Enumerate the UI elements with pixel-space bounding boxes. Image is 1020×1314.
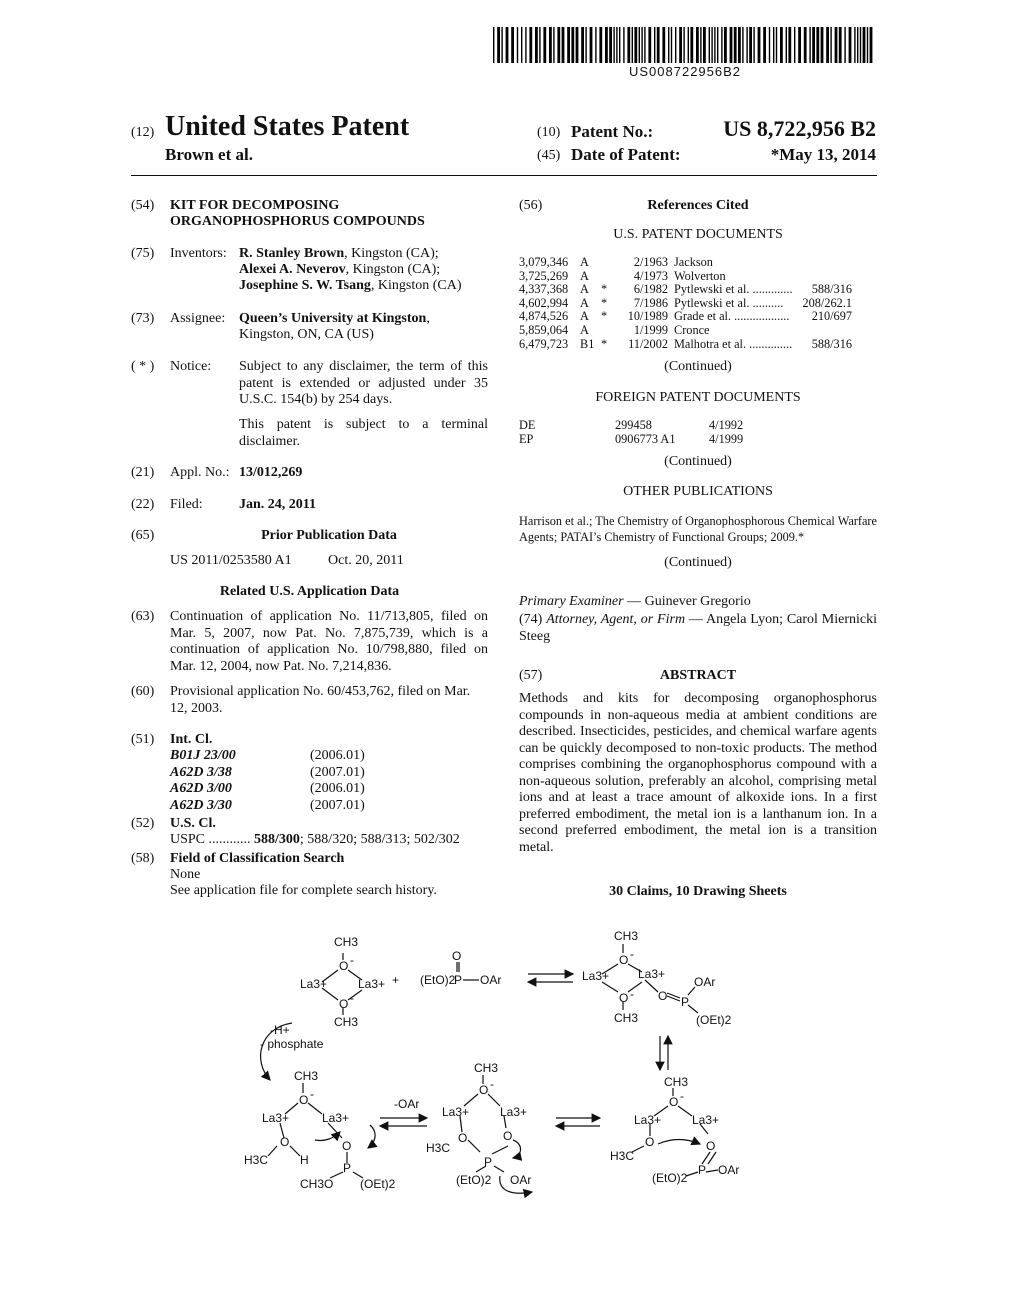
abstract-code: (57) xyxy=(519,668,543,683)
other-pub-text: Harrison et al.; The Chemistry of Organophosphorous Chemical Warfare Agents; PATAI’s Chemistry of Functional Groups; 2009.* xyxy=(519,514,877,544)
ref-number: 4,337,368 xyxy=(519,282,569,297)
barcode-bar xyxy=(567,27,570,63)
field-none: None xyxy=(170,867,201,882)
la-label: La3+ xyxy=(442,1105,470,1119)
abstract-heading: ABSTRACT xyxy=(659,668,737,683)
barcode-bar xyxy=(804,27,807,63)
code-45: (45) xyxy=(537,148,561,163)
assignee-label: Assignee: xyxy=(170,311,226,326)
phosphate-label: - phosphate xyxy=(260,1037,324,1051)
foreign-country: DE xyxy=(519,418,536,432)
assignee-code: (73) xyxy=(131,311,155,326)
intcl-version: (2007.01) xyxy=(310,764,365,780)
ref-name: Pytlewski et al. .......... xyxy=(674,295,784,310)
oar-label: OAr xyxy=(510,1173,532,1187)
barcode-bar xyxy=(632,27,633,63)
ref-number: 5,859,064 xyxy=(519,322,569,337)
ref-number: 3,079,346 xyxy=(519,255,569,269)
barcode-bar xyxy=(529,27,532,63)
inventors-code: (75) xyxy=(131,246,155,261)
ch3-label: CH3 xyxy=(334,935,359,949)
o-minus-label: - xyxy=(310,1087,314,1101)
barcode-bar xyxy=(780,27,783,63)
intcl-table xyxy=(170,748,365,814)
inventor-1: R. Stanley Brown, Kingston (CA); xyxy=(239,246,439,261)
notice-text: Subject to any disclaimer, the term of this patent is extended or adjusted under 35 U.S.C. 154(b) by 254 days. xyxy=(239,359,488,407)
date-label: Date of Patent: xyxy=(571,145,681,164)
ref-number: 6,479,723 xyxy=(519,336,569,351)
ref-star: * xyxy=(601,309,608,324)
uscl-label: U.S. Cl. xyxy=(170,816,216,831)
barcode-bar xyxy=(786,27,787,63)
foreign-docs-heading: FOREIGN PATENT DOCUMENTS xyxy=(595,390,801,405)
reaction-scheme xyxy=(230,920,810,1205)
barcode-bar xyxy=(683,27,684,63)
attorney: (74) Attorney, Agent, or Firm — Angela Lyon; Carol Miernicki Steeg xyxy=(519,612,877,644)
ref-star: * xyxy=(601,295,608,310)
table-row xyxy=(519,283,852,297)
barcode-bar xyxy=(585,27,586,63)
barcode-bar xyxy=(639,27,640,63)
ch3-label: CH3 xyxy=(474,1061,499,1075)
ref-class: 588/316 xyxy=(811,282,852,297)
barcode-bar xyxy=(525,27,526,63)
ref-kind: A xyxy=(580,282,589,297)
ch3-label: CH3 xyxy=(334,1015,359,1029)
la-label: La3+ xyxy=(358,977,386,991)
barcode-bar xyxy=(641,27,642,63)
barcode-bar xyxy=(688,27,689,63)
ref-kind: A xyxy=(580,255,589,269)
barcode-bar xyxy=(721,27,722,63)
foreign-country: EP xyxy=(519,431,534,446)
barcode-bar xyxy=(576,27,579,63)
barcode-bar xyxy=(776,27,777,63)
barcode-bar xyxy=(830,27,831,63)
table-row xyxy=(519,310,852,324)
table-row xyxy=(519,297,852,311)
abstract-text: Methods and kits for decomposing organophosphorus compounds in non-aqueous media at ambient conditions are described. Insecticides, pesticides, and chemical warfare agents can be quickly decomposed to non-toxic products. The method comprises combining the organophosphorus compound with a non-aqueous solution, preferably an alcohol, comprising metal ions and at least a trace amount of alkoxide ions. In a first preferred embodiment, the metal ion is a lanthanum ion. In a second preferred embodiment, the metal ion is a transition metal. xyxy=(519,691,877,855)
refs-code: (56) xyxy=(519,198,543,213)
barcode-bar xyxy=(634,27,637,63)
ref-number: 4,602,994 xyxy=(519,295,569,310)
field-note: See application file for complete search history. xyxy=(170,883,437,898)
barcode-bar xyxy=(826,27,829,63)
provisional-code: (60) xyxy=(131,684,155,699)
o-label: O xyxy=(645,1135,655,1149)
intcl-version: (2007.01) xyxy=(310,797,365,813)
o-label: O xyxy=(479,1083,489,1097)
other-continued: (Continued) xyxy=(664,555,732,570)
p-label: P xyxy=(343,1161,352,1175)
barcode-bar xyxy=(549,27,552,63)
barcode-bar xyxy=(521,27,522,63)
ref-name: Cronce xyxy=(674,322,710,337)
la-label: La3+ xyxy=(262,1111,290,1125)
o-minus-label: - xyxy=(680,1089,684,1103)
inventor-3: Josephine S. W. Tsang, Kingston (CA) xyxy=(239,278,462,293)
barcode-bar xyxy=(857,27,858,63)
notice-label: Notice: xyxy=(170,359,212,374)
barcode-bar xyxy=(657,27,660,63)
barcode-bar xyxy=(794,27,795,63)
intcl-row xyxy=(170,765,365,782)
oet2-label: (OEt)2 xyxy=(696,1013,732,1027)
provisional-text: Provisional application No. 60/453,762, filed on Mar. 12, 2003. xyxy=(170,684,471,716)
h3c-label: H3C xyxy=(426,1141,451,1155)
eto2-label: (EtO)2 xyxy=(456,1173,492,1187)
intcl-class: A62D 3/30 xyxy=(170,797,232,813)
barcode-bar xyxy=(773,27,774,63)
field-label: Field of Classification Search xyxy=(170,851,345,866)
us-patents-table xyxy=(519,256,852,351)
ref-class xyxy=(800,324,852,338)
notice-code: ( * ) xyxy=(131,359,155,374)
o-label: O xyxy=(619,953,629,967)
barcode-bar xyxy=(835,27,838,63)
o-label: O xyxy=(339,997,349,1011)
barcode-bar xyxy=(809,27,810,63)
intcl-row xyxy=(170,798,365,815)
barcode-bar xyxy=(849,27,852,63)
barcode-bar xyxy=(816,27,819,63)
oar-label: OAr xyxy=(718,1163,740,1177)
intcl-version: (2006.01) xyxy=(310,781,365,796)
h-label: H xyxy=(300,1153,309,1167)
intcl-label: Int. Cl. xyxy=(170,732,213,747)
ref-kind: A xyxy=(580,295,589,310)
filed-code: (22) xyxy=(131,497,155,512)
barcode-bar xyxy=(581,27,584,63)
foreign-number: 299458 xyxy=(615,418,652,432)
ref-date: 7/1986 xyxy=(633,295,668,310)
ref-class: 210/697 xyxy=(811,309,852,324)
barcode-bar xyxy=(501,27,502,63)
filed-label: Filed: xyxy=(170,497,203,512)
code-12: (12) xyxy=(131,125,155,140)
ch3o-label: CH3O xyxy=(300,1177,334,1191)
refs-heading: References Cited xyxy=(647,198,749,213)
h-plus-label: -H+ xyxy=(270,1023,290,1037)
barcode-bar xyxy=(605,27,608,63)
header-divider xyxy=(131,175,877,176)
ref-name: Wolverton xyxy=(674,268,726,283)
table-row xyxy=(519,433,743,447)
p-label: P xyxy=(484,1155,493,1169)
primary-examiner: Primary Examiner — Guinever Gregorio xyxy=(519,594,751,609)
related-heading: Related U.S. Application Data xyxy=(219,584,400,599)
barcode-bar xyxy=(749,27,752,63)
foreign-patents-table xyxy=(519,419,743,446)
barcode-bar xyxy=(812,27,815,63)
p-label: P xyxy=(454,973,463,987)
ref-star: * xyxy=(601,336,608,351)
oar-label: OAr xyxy=(480,973,502,987)
foreign-continued: (Continued) xyxy=(664,454,732,469)
barcode-bar xyxy=(654,27,655,63)
ref-date: 4/1973 xyxy=(633,268,668,283)
barcode-bar xyxy=(562,27,565,63)
us-continued: (Continued) xyxy=(664,359,732,374)
barcode-bar xyxy=(854,27,855,63)
barcode-bar xyxy=(668,27,669,63)
barcode-bar xyxy=(763,27,766,63)
prior-code: (65) xyxy=(131,528,155,543)
o-label: O xyxy=(452,949,462,963)
ref-star xyxy=(601,256,617,270)
appl-code: (21) xyxy=(131,465,155,480)
ref-class xyxy=(800,270,852,284)
ref-date: 1/1999 xyxy=(633,322,668,337)
ref-date: 2/1963 xyxy=(633,255,668,269)
prior-heading: Prior Publication Data xyxy=(261,528,397,543)
la-label: La3+ xyxy=(582,969,610,983)
o-label: O xyxy=(669,1095,679,1109)
table-row xyxy=(519,256,852,270)
assignee-name: Queen’s University at Kingston, xyxy=(239,311,430,326)
barcode-bar xyxy=(662,27,665,63)
foreign-number: 0906773 A1 xyxy=(615,431,676,446)
ref-date: 11/2002 xyxy=(628,336,668,351)
title-code: (54) xyxy=(131,198,155,213)
code-10: (10) xyxy=(537,125,561,140)
barcode-bar xyxy=(506,27,509,63)
barcode-bar xyxy=(734,27,737,63)
ref-date: 10/1989 xyxy=(627,309,668,324)
barcode-bar xyxy=(613,27,614,63)
ref-number: 3,725,269 xyxy=(519,268,569,283)
barcode-bar xyxy=(714,27,715,63)
appl-label: Appl. No.: xyxy=(170,465,230,480)
ref-star xyxy=(601,270,617,284)
barcode-bar xyxy=(595,27,596,63)
ref-star xyxy=(601,324,617,338)
o-label: O xyxy=(299,1093,309,1107)
la-label: La3+ xyxy=(638,967,666,981)
o-minus-label: - xyxy=(350,953,354,967)
h3c-label: H3C xyxy=(244,1153,269,1167)
eto2-label: (EtO)2 xyxy=(652,1171,688,1185)
patent-no-label: Patent No.: xyxy=(571,122,654,141)
o-label: O xyxy=(619,991,629,1005)
ref-name: Jackson xyxy=(674,255,713,269)
o-label: O xyxy=(339,959,349,973)
barcode-bar xyxy=(753,27,754,63)
barcode-bar xyxy=(758,27,761,63)
barcode-bar xyxy=(557,27,560,63)
intcl-class: A62D 3/00 xyxy=(170,781,232,796)
foreign-date: 4/1999 xyxy=(709,431,744,446)
field-code: (58) xyxy=(131,851,155,866)
title-line-2: ORGANOPHOSPHORUS COMPOUNDS xyxy=(170,214,425,229)
barcode-bar xyxy=(711,27,712,63)
ch3-label: CH3 xyxy=(664,1075,689,1089)
barcode-bar xyxy=(543,27,546,63)
terminal-disclaimer: This patent is subject to a terminal disclaimer. xyxy=(239,417,488,449)
title-line-1: KIT FOR DECOMPOSING xyxy=(170,198,340,213)
barcode-bar xyxy=(870,27,873,63)
barcode-bar xyxy=(616,27,617,63)
intcl-version: (2006.01) xyxy=(310,748,365,763)
ref-class: 208/262.1 xyxy=(802,295,852,310)
barcode-bar xyxy=(599,27,602,63)
assignee-location: Kingston, ON, CA (US) xyxy=(239,327,374,342)
table-row xyxy=(519,419,743,433)
barcode-bar xyxy=(738,27,741,63)
barcode-bar xyxy=(703,27,706,63)
intcl-class: B01J 23/00 xyxy=(170,748,236,763)
inventor-2: Alexei A. Neverov, Kingston (CA); xyxy=(239,262,441,277)
oar-label: OAr xyxy=(694,975,716,989)
barcode-bar xyxy=(730,27,733,63)
barcode-bar xyxy=(690,27,693,63)
barcode-bar xyxy=(627,27,630,63)
barcode-bar xyxy=(724,27,727,63)
p-label: P xyxy=(681,995,690,1009)
barcode-bar xyxy=(769,27,770,63)
claims-summary: 30 Claims, 10 Drawing Sheets xyxy=(609,884,787,899)
o-label: O xyxy=(342,1139,352,1153)
us-docs-heading: U.S. PATENT DOCUMENTS xyxy=(613,227,783,242)
ch3-label: CH3 xyxy=(294,1069,319,1083)
inventor-short: Brown et al. xyxy=(165,145,253,164)
ref-name: Grade et al. .................. xyxy=(674,309,790,324)
ref-kind: A xyxy=(580,309,589,324)
intcl-row xyxy=(170,781,365,798)
ref-kind: B1 xyxy=(580,336,595,351)
barcode-bar xyxy=(671,27,672,63)
p-label: P xyxy=(698,1163,707,1177)
o-label: O xyxy=(280,1135,290,1149)
barcode-bar xyxy=(860,27,861,63)
barcode-bar xyxy=(609,27,612,63)
eto2-label: (EtO)2 xyxy=(420,973,456,987)
barcode-bar xyxy=(717,27,718,63)
barcode-bar xyxy=(844,27,845,63)
foreign-date: 4/1992 xyxy=(709,418,744,432)
o-minus-label: - xyxy=(350,991,354,1005)
ref-star: * xyxy=(601,282,608,297)
table-row xyxy=(519,324,852,338)
table-row xyxy=(519,270,852,284)
table-row xyxy=(519,338,852,352)
barcode-bar xyxy=(798,27,801,63)
barcode-bar xyxy=(839,27,842,63)
barcode-bar xyxy=(590,27,593,63)
ref-name: Pytlewski et al. ............. xyxy=(674,282,793,297)
patent-date: *May 13, 2014 xyxy=(770,145,876,164)
other-pubs-heading: OTHER PUBLICATIONS xyxy=(623,484,773,499)
la-label: La3+ xyxy=(634,1113,662,1127)
patent-number: US 8,722,956 B2 xyxy=(723,116,876,141)
ch3-label: CH3 xyxy=(614,1011,639,1025)
oet2-label: (OEt)2 xyxy=(360,1177,396,1191)
barcode-bar xyxy=(493,27,494,63)
ref-date: 6/1982 xyxy=(633,282,668,297)
continuation-text: Continuation of application No. 11/713,805, filed on Mar. 5, 2007, now Pat. No. 7,875,739, which is a continuation of application No. 10/798,880, filed on Mar. 12, 2004, now Pat. No. 7,214,836. xyxy=(170,609,488,674)
barcode-bar xyxy=(709,27,710,63)
barcode-bar xyxy=(700,27,701,63)
la-label: La3+ xyxy=(500,1105,528,1119)
prior-publication: US 2011/0253580 A1 xyxy=(170,553,292,568)
barcode-bar xyxy=(517,27,518,63)
barcode-bar xyxy=(539,27,540,63)
prior-date: Oct. 20, 2011 xyxy=(328,553,404,568)
barcode-bar xyxy=(788,27,791,63)
ref-kind: A xyxy=(580,268,589,283)
barcode-bar xyxy=(867,27,868,63)
barcode xyxy=(493,27,877,63)
plus-label: + xyxy=(392,973,400,987)
la-label: La3+ xyxy=(300,977,328,991)
ref-name: Malhotra et al. .............. xyxy=(674,336,793,351)
barcode-bar xyxy=(644,27,645,63)
inventors-label: Inventors: xyxy=(170,246,227,261)
barcode-bar xyxy=(679,27,682,63)
la-label: La3+ xyxy=(322,1111,350,1125)
continuation-code: (63) xyxy=(131,609,155,624)
h3c-label: H3C xyxy=(610,1149,635,1163)
intcl-class: A62D 3/38 xyxy=(170,764,232,780)
o-label: O xyxy=(658,989,668,1003)
document-type: United States Patent xyxy=(165,111,410,142)
ref-kind: A xyxy=(580,322,589,337)
uspc-line: USPC ............ 588/300; 588/320; 588/313; 502/302 xyxy=(170,832,460,847)
barcode-bar xyxy=(863,27,866,63)
barcode-bar xyxy=(821,27,824,63)
barcode-bar xyxy=(619,27,620,63)
la-label: La3+ xyxy=(692,1113,720,1127)
barcode-bar xyxy=(571,27,574,63)
o-minus-label: - xyxy=(630,947,634,961)
filed-date: Jan. 24, 2011 xyxy=(239,497,317,512)
intcl-code: (51) xyxy=(131,732,155,747)
ch3-label: CH3 xyxy=(614,929,639,943)
o-label: O xyxy=(458,1131,468,1145)
appl-number: 13/012,269 xyxy=(239,465,303,480)
barcode-bar xyxy=(696,27,699,63)
barcode-bar xyxy=(742,27,743,63)
minus-oar-label: -OAr xyxy=(394,1097,420,1111)
o-minus-label: - xyxy=(630,987,634,1001)
intcl-row xyxy=(170,748,365,765)
barcode-bar xyxy=(746,27,747,63)
o-label: O xyxy=(503,1129,513,1143)
barcode-bar xyxy=(675,27,676,63)
uscl-code: (52) xyxy=(131,816,155,831)
barcode-bar xyxy=(623,27,624,63)
barcode-bar xyxy=(535,27,538,63)
ref-class: 588/316 xyxy=(811,336,852,351)
barcode-bar xyxy=(648,27,651,63)
o-minus-label: - xyxy=(490,1077,494,1091)
barcode-bar xyxy=(553,27,554,63)
o-label: O xyxy=(706,1139,716,1153)
ref-class xyxy=(800,256,852,270)
ref-number: 4,874,526 xyxy=(519,309,569,324)
publication-number: US008722956B2 xyxy=(628,64,742,79)
barcode-bar xyxy=(511,27,514,63)
barcode-bar xyxy=(497,27,500,63)
